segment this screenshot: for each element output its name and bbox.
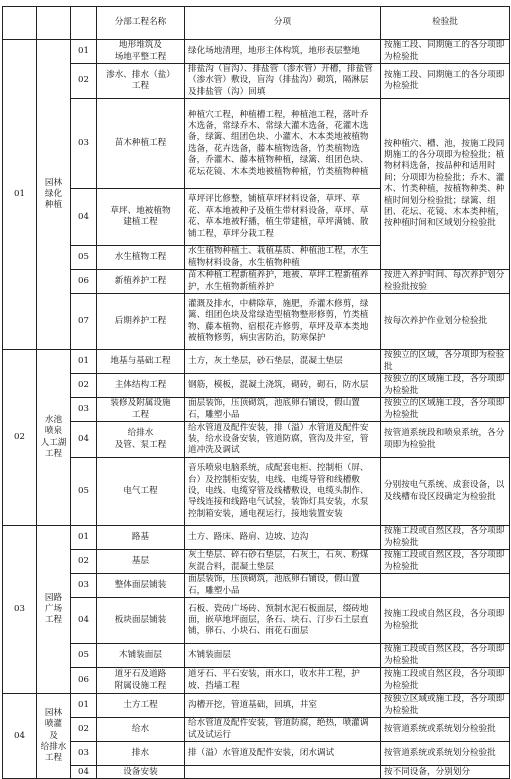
row-number: 02 [71,550,97,574]
subdivision-name: 给水 [97,718,185,742]
item-list: 木铺装面层 [185,644,381,668]
table-row [3,270,510,294]
header-subdivision: 分部工程名称 [97,7,185,40]
item-list: 种植穴工程，种植槽工程，种植池工程，落叶乔木选备，常绿乔木、常绿大灌木选备，花灌木选备，绿篱、组团色块、小灌木、木本类地被植物选备，花卉选备，藤本植物选备，竹类植物选备，乔灌木、藤本植物种植，绿篱、组团色块、花坛花镜、木本类地被植物种植，竹类植物种植 [185,99,381,189]
item-list: 土方，灰土垫层，砂石垫层，混凝土垫层 [185,350,381,374]
row-number: 02 [71,64,97,99]
batch-rule: 按进入养护时间、每次养护划分检验批按验 [381,270,510,294]
batch-rule: 按施工段或自然区段，各分项即为检验批 [381,598,510,644]
item-list: 水生植物种植土、栽植基质、种植池工程，水生植物材料设备，水生植物种植 [185,246,381,270]
subdivision-name: 新植养护工程 [97,270,185,294]
subdivision-name: 板块面层铺装 [97,598,185,644]
group-code: 01 [3,40,37,350]
table-row [3,766,510,779]
header-row [3,7,510,40]
header-blank-3 [71,7,97,40]
batch-rule: 按每次养护作业划分检验批 [381,294,510,350]
group-name: 园林 绿化 种植 [37,40,71,350]
item-list: 面层装饰，压顶砌筑，池底卵石铺设，假山置石，雕塑小品 [185,398,381,422]
batch-rule: 按施工段或自然区段，各分项即为检验批 [381,644,510,668]
batch-rule: 按施工段或自然区段，各分项即为检验批 [381,550,510,574]
row-number: 03 [71,574,97,598]
subdivision-name: 主体结构工程 [97,374,185,398]
row-number: 04 [71,766,97,779]
batch-rule [381,574,510,598]
group-code: 04 [3,694,37,779]
item-list: 排（溢）水管道及配件安装，闭水调试 [185,742,381,766]
table-row [3,458,510,526]
header-batch: 检验批 [381,7,510,40]
batch-rule: 按施工段、同期施工的各分项即为检验批 [381,64,510,99]
group-code: 03 [3,526,37,694]
batch-rule: 按独立的区域施工段，各分项即为检验批 [381,374,510,398]
table-row [3,668,510,694]
item-list: 石板、瓷砖广场砖、预制水泥石板面层，缀砖地面，嵌草地坪面层，条石、块石、汀步石土层直铺，卵石、小块石、雨花石面层 [185,598,381,644]
row-number: 02 [71,374,97,398]
row-number: 05 [71,644,97,668]
table-row [3,718,510,742]
subdivision-name: 路基 [97,526,185,550]
table-row [3,526,510,550]
row-number: 03 [71,742,97,766]
row-number: 06 [71,270,97,294]
item-list: 钢筋，模板，混凝土浇筑，砌砖，砌石，防水层 [185,374,381,398]
table-row [3,644,510,668]
table-row [3,294,510,350]
subdivision-name: 电气工程 [97,458,185,526]
subdivision-name: 给排水 及管、泵工程 [97,422,185,458]
item-list: 道牙石、平石安装，雨水口，收水井工程，护坡、挡墙工程 [185,668,381,694]
row-number: 07 [71,294,97,350]
subdivision-name: 草坪、地被植物 建植工程 [97,189,185,246]
group-name: 水池 喷泉 人工湖 工程 [37,350,71,526]
item-list: 绿化场地清理，地形主体构筑，地形表层整地 [185,40,381,64]
subdivision-name: 道牙石及道路 附属设施工程 [97,668,185,694]
subdivision-name: 排水 [97,742,185,766]
subdivision-name: 土方工程 [97,694,185,718]
batch-rule: 分别按电气系统、成套设备，以及线槽布设区段确定为检验批 [381,458,510,526]
row-number: 01 [71,526,97,550]
table-row [3,742,510,766]
table-row [3,422,510,458]
row-number: 03 [71,99,97,189]
subdivision-name: 苗木种植工程 [97,99,185,189]
item-list: 面层装饰，压顶砌筑，池底卵石铺设，假山置石，雕塑小品 [185,574,381,598]
header-blank-2 [37,7,71,40]
row-number: 06 [71,668,97,694]
table-row [3,99,510,189]
row-number: 01 [71,694,97,718]
subdivision-name: 地基与基础工程 [97,350,185,374]
item-list: 排盐沟（盲沟）、排盐管（渗水管）开槽，排盐管（渗水管）敷设，盲沟（排盐沟）砌筑，隔淋层及排盐管（沟）回填 [185,64,381,99]
batch-rule: 按施工段或自然区段，各分项即为检验批 [381,526,510,550]
table-row [3,374,510,398]
item-list: 灌溉及排水，中耕除草，施肥，乔灌木修剪，绿篱、组团色块及常绿造型植物整形修剪，竹类植物、藤本植物、宿根花卉修剪，草坪及草本类地被植物修剪，病虫害防治，防寒保护 [185,294,381,350]
subdivision-name: 装修及附属设施 工程 [97,398,185,422]
subdivision-name: 木铺装面层 [97,644,185,668]
batch-rule: 按管道系统或系统划分检验批 [381,742,510,766]
batch-rule: 按管道系统段和喷泉系统，各分项即为检验批 [381,422,510,458]
subdivision-name: 整体面层铺装 [97,574,185,598]
table-row [3,64,510,99]
batch-rule: 按施工段、同期施工的各分项即为检验批 [381,40,510,64]
group-name: 园路 广场 工程 [37,526,71,694]
row-number: 04 [71,189,97,246]
table-row [3,694,510,718]
row-number: 04 [71,598,97,644]
subdivision-name: 基层 [97,550,185,574]
subdivision-name: 设备安装 [97,766,185,779]
table-row [3,350,510,374]
item-list: 土方、路床、路肩、边坡、边沟 [185,526,381,550]
subdivision-name: 地形堆筑及 场地平整工程 [97,40,185,64]
item-list [185,766,381,779]
batch-rule: 按不同设备，分别划分 [381,766,510,779]
row-number: 03 [71,398,97,422]
subdivision-name: 水生植物工程 [97,246,185,270]
item-list: 灰土垫层、碎石砂石垫层，石灰土，石灰、粉煤灰混合料，混凝土垫层 [185,550,381,574]
header-blank-1 [3,7,37,40]
batch-rule: 按独立的区域，各分项即为检验批 [381,350,510,374]
group-code: 02 [3,350,37,526]
row-number: 05 [71,458,97,526]
subdivision-name: 后期养护工程 [97,294,185,350]
batch-rule: 按施工段或自然区段，各分项即为检验批 [381,668,510,694]
item-list: 音乐喷泉电脑系统，成配套电柜、控制柜（屏、台）及控制柜安装，电线、电缆导管和线槽敷设，电线、电缆穿管及线槽敷设，电缆头制作、导线连接和线路电气试验，装饰灯具安装，水泵控制箱安装，通电视运行，接地装置安装 [185,458,381,526]
table-row [3,598,510,644]
item-list: 给水管道及配件安装，管道防腐，绝热，喷灌调试及试运行 [185,718,381,742]
item-list: 给水管道及配件安装，排（溢）水管道及配件安装，给水设备安装，管道防腐，管沟及井室，管道冲洗及调试 [185,422,381,458]
table-row [3,40,510,64]
group-name: 园林 喷灌 及 给排水 工程 [37,694,71,779]
row-number: 01 [71,350,97,374]
row-number: 05 [71,246,97,270]
item-list: 草坪评比修整，铺植草坪材料设备，草坪、草花、草本地被种子及植生带材料设备，草坪、草花、草本地被籽播，植生带建植，草坪满铺、散铺工程，草坪分栽工程 [185,189,381,246]
inspection-table [2,6,510,779]
batch-rule: 按管道系统或系统划分检验批 [381,718,510,742]
row-number: 02 [71,718,97,742]
row-number: 04 [71,422,97,458]
table-row [3,398,510,422]
batch-rule: 按独立的区域施工段，各分项即为检验批 [381,398,510,422]
batch-rule-merged: 按种植穴、槽、池，按施工段同期施工的各分项即为检验批；植物材料选备，按品种和适用时间；分项即为检验批；乔木、灌木、竹类种植，按植物种类、种植时间划分检验批；绿篱、组团、花坛、花镜、木本类种植，按种植时间和区域划分检验批 [381,99,510,270]
table-row [3,550,510,574]
row-number: 01 [71,40,97,64]
item-list: 苗木种植工程新植养护，地被、草坪工程新植养护，水生植物新植养护 [185,270,381,294]
batch-rule: 按独立区域或施工段，各分项即为检验批 [381,694,510,718]
table-row [3,574,510,598]
subdivision-name: 渗水、排水（盐） 工程 [97,64,185,99]
item-list: 沟槽开挖，管道基础，回填，井室 [185,694,381,718]
header-items: 分项 [185,7,381,40]
